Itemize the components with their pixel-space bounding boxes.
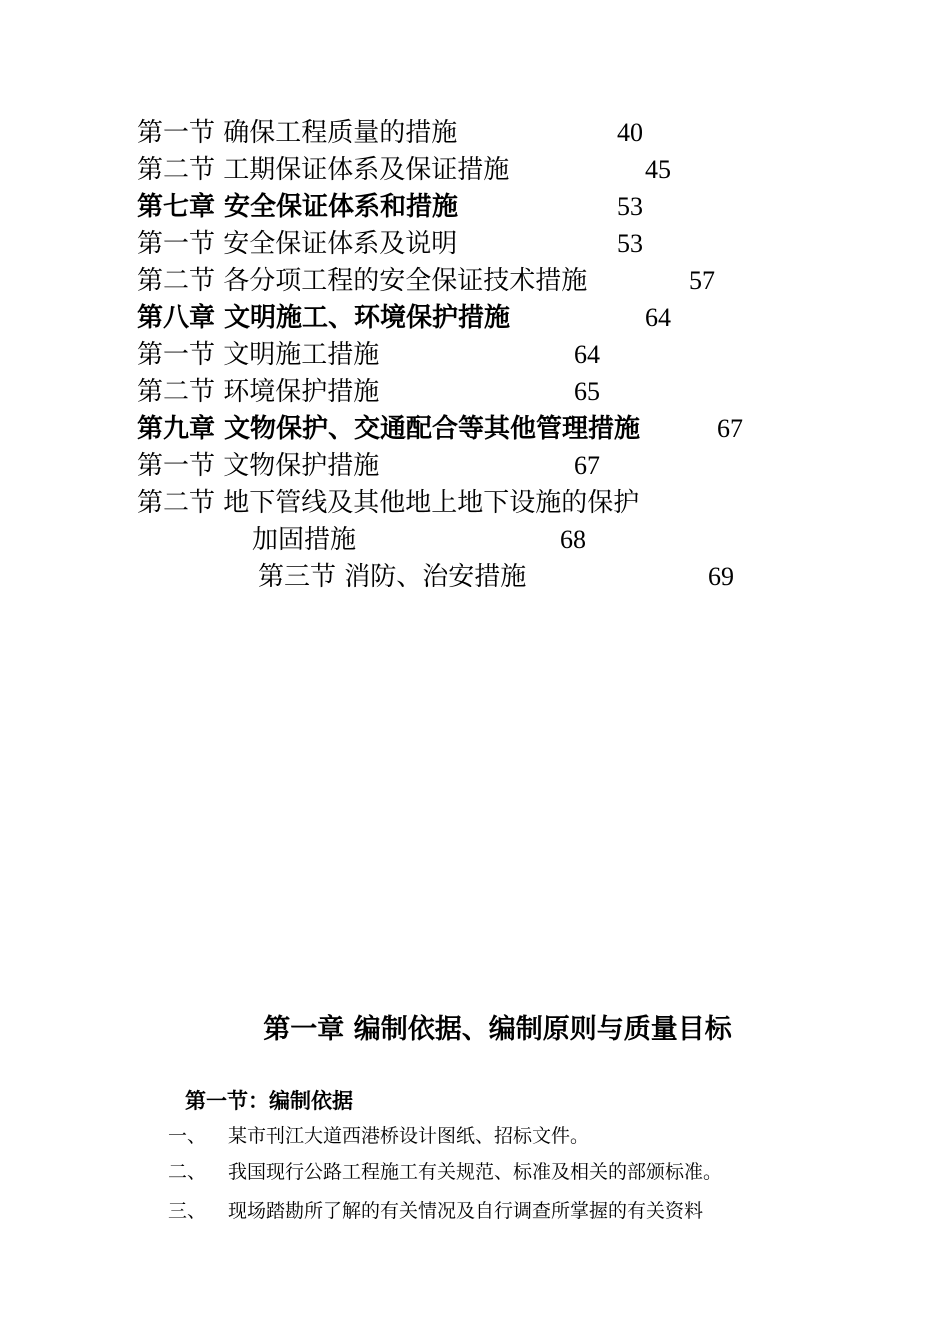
list-item-text: 现场踏勘所了解的有关情况及自行调查所掌握的有关资料 bbox=[228, 1200, 704, 1222]
toc-entry-page: 67 bbox=[574, 451, 600, 480]
list-item-number: 二、 bbox=[168, 1161, 207, 1183]
toc-entry-title: 第二节 工期保证体系及保证措施 bbox=[137, 155, 510, 185]
toc-entry-title: 第一节 文明施工措施 bbox=[137, 340, 380, 370]
toc-entry-title: 第二节 环境保护措施 bbox=[137, 377, 380, 407]
toc-entry-title: 第八章 文明施工、环境保护措施 bbox=[137, 303, 511, 333]
toc-entry-title: 加固措施 bbox=[252, 525, 357, 555]
list-item-text: 某市刊江大道西港桥设计图纸、招标文件。 bbox=[228, 1125, 590, 1147]
toc-entry-page: 40 bbox=[617, 118, 643, 147]
toc-entry-page: 45 bbox=[645, 155, 671, 184]
toc-entry-title: 第二节 地下管线及其他地上地下设施的保护 bbox=[137, 488, 640, 518]
toc-entry-page: 53 bbox=[617, 229, 643, 258]
list-item-text: 我国现行公路工程施工有关规范、标准及相关的部颁标准。 bbox=[228, 1161, 723, 1183]
toc-entry-page: 57 bbox=[689, 266, 715, 295]
toc-entry-title: 第一节 确保工程质量的措施 bbox=[137, 118, 458, 148]
toc-entry-title: 第一节 安全保证体系及说明 bbox=[137, 229, 458, 259]
section-heading: 第一节：编制依据 bbox=[185, 1088, 353, 1113]
list-item-number: 三、 bbox=[168, 1200, 207, 1222]
toc-entry-page: 67 bbox=[717, 414, 743, 443]
toc-entry-page: 69 bbox=[708, 562, 734, 591]
toc-entry-page: 64 bbox=[645, 303, 671, 332]
toc-entry-title: 第一节 文物保护措施 bbox=[137, 451, 380, 481]
toc-entry-title: 第三节 消防、治安措施 bbox=[258, 562, 527, 592]
toc-entry-title: 第七章 安全保证体系和措施 bbox=[137, 192, 459, 222]
toc-entry-page: 68 bbox=[560, 525, 586, 554]
list-item-number: 一、 bbox=[168, 1125, 207, 1147]
toc-entry-title: 第九章 文物保护、交通配合等其他管理措施 bbox=[137, 414, 641, 444]
toc-entry-page: 53 bbox=[617, 192, 643, 221]
toc-entry-title: 第二节 各分项工程的安全保证技术措施 bbox=[137, 266, 588, 296]
chapter-heading: 第一章 编制依据、编制原则与质量目标 bbox=[263, 1014, 732, 1045]
toc-entry-page: 65 bbox=[574, 377, 600, 406]
toc-entry-page: 64 bbox=[574, 340, 600, 369]
